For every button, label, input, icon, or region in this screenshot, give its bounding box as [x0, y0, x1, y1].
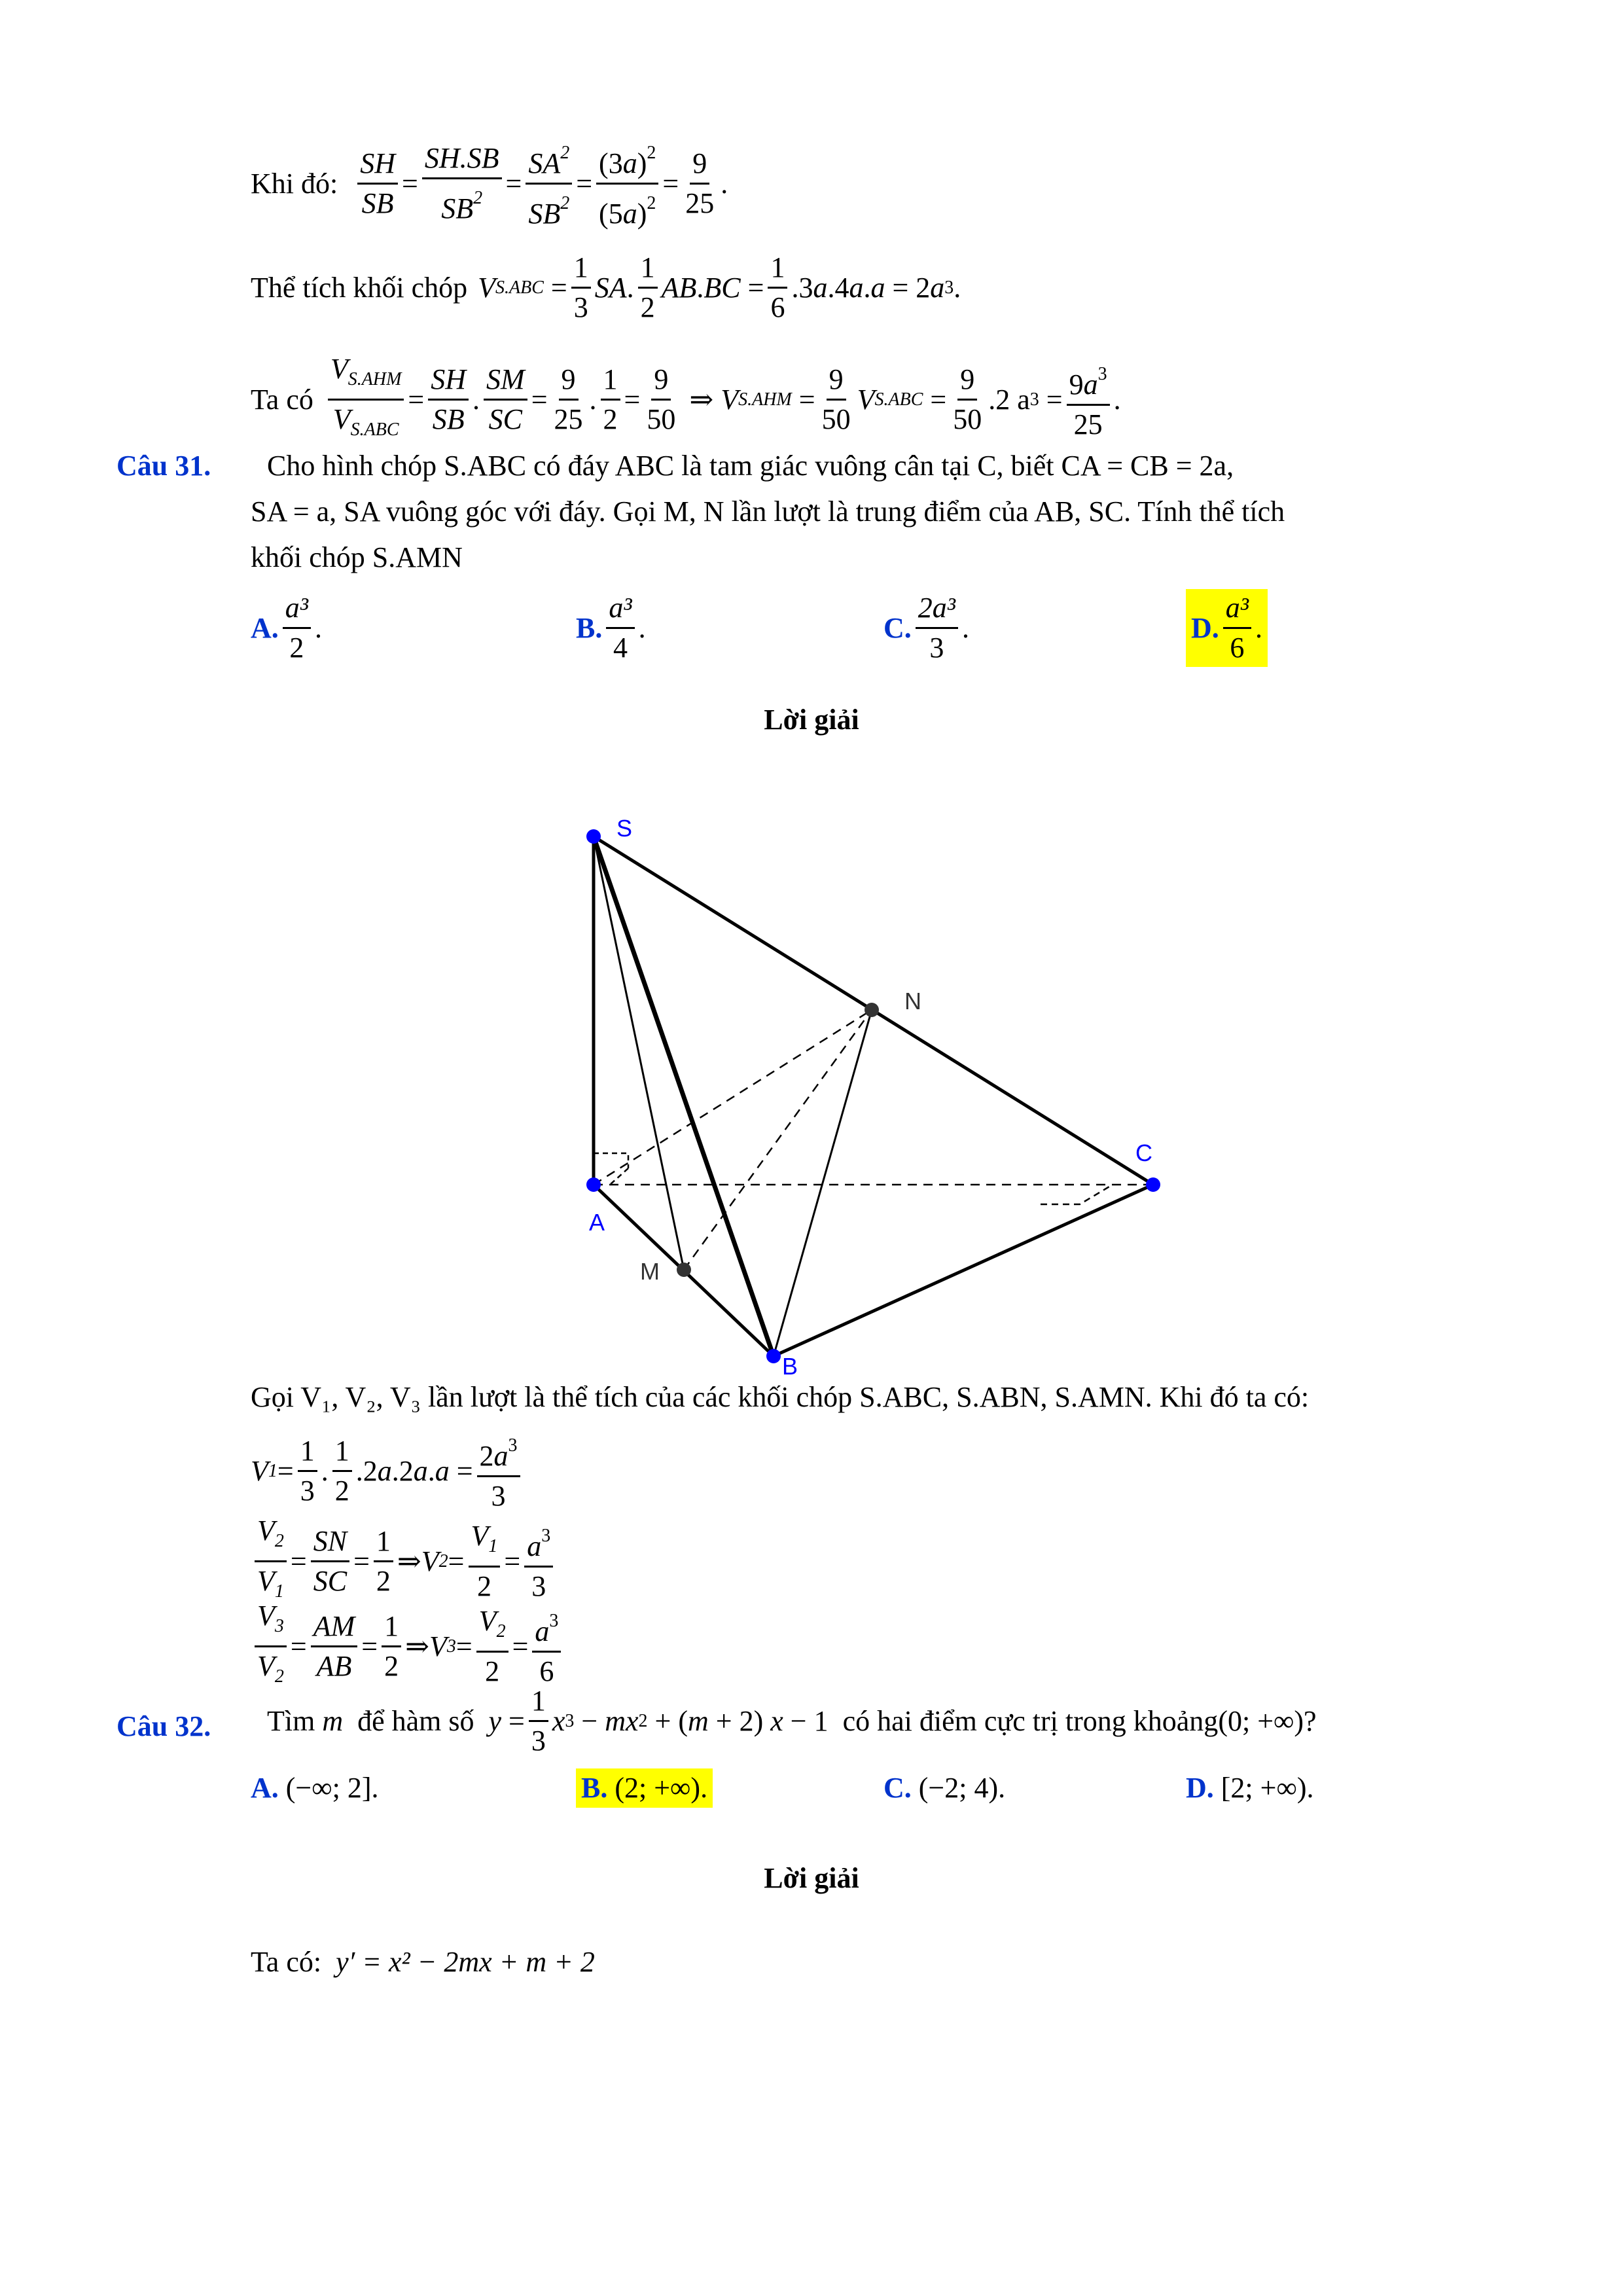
- label-n: N: [904, 988, 921, 1014]
- q31-text1: Cho hình chóp S.ABC có đáy ABC là tam giác vuông cân tại C, biết CA = CB = 2a,: [267, 450, 1234, 482]
- v1-formula: V 1 = $\frac{1}{3}$ . $\frac{1}{2}$ .2 a .2 a . a = $\frac{2a^3}{3}$: [251, 1427, 524, 1515]
- line2-prefix: Thể tích khối chóp: [251, 271, 468, 304]
- volume-line: Thể tích khối chóp V S.ABC = $\frac{1}{3}$ SA . $\frac{1}{2}$ AB . BC = $\frac{1}{6}$ .3 a .4 a . a = 2 a 3 .: [251, 249, 961, 327]
- point-a: [586, 1177, 601, 1192]
- line3-prefix: Ta có: [251, 383, 313, 416]
- right-angle-c: [1041, 1185, 1113, 1204]
- q32-option-c[interactable]: C. (−2; 4).: [883, 1772, 1006, 1804]
- label-a: A: [589, 1209, 605, 1236]
- q31-option-c[interactable]: C. $\frac{\text{2a³}}{3}$ .: [883, 589, 969, 667]
- point-m: [677, 1263, 691, 1277]
- pyramid-figure: [556, 805, 1211, 1381]
- q31-label: Câu 31.: [116, 450, 211, 482]
- q31-solution-title: Lời giải: [764, 704, 859, 736]
- q31-text3: khối chóp S.AMN: [251, 541, 463, 573]
- q31-option-b[interactable]: B. $\frac{\text{a³}}{4}$ .: [576, 589, 646, 667]
- edge-mn: [684, 1010, 872, 1270]
- label-m: M: [640, 1258, 660, 1285]
- q32-option-d[interactable]: D. [2; +∞).: [1186, 1772, 1314, 1804]
- point-n: [865, 1003, 879, 1017]
- ratio-volume-line: Ta có $\frac{V_{S.AHM}}{V_{S.ABC}}$ = $\frac{SH}{SB}$ . $\frac{SM}{SC}$ = $\frac{9}{25}$ . $\frac{1}{2}$ = $\frac{9}{50}$ ⇒ V S.AHM = $\frac{9}{50}$ V S.ABC = $\frac{9}{50}$ .2 a 3 = $\frac{9a^3}{25}$ .: [251, 350, 1121, 449]
- q32-option-a[interactable]: A. (−∞; 2].: [251, 1772, 379, 1804]
- point-b: [766, 1349, 781, 1363]
- q32-option-b[interactable]: B. (2; +∞).: [576, 1768, 713, 1808]
- edge-bn: [774, 1010, 872, 1356]
- v2-formula: $\frac{V_2}{V_1}$ = $\frac{SN}{SC}$ = $\frac{1}{2}$ ⇒ V 2 = $\frac{V_1}{2}$ = $\frac{a^3}{3}$: [251, 1512, 557, 1611]
- point-c: [1146, 1177, 1160, 1192]
- label-c: C: [1135, 1139, 1152, 1166]
- q32-text: Tìm m để hàm số y = $\frac{1}{3}$ x 3 − mx 2 + ( m + 2) x − 1 có hai điểm cực trị trong khoảng (0; +∞)?: [267, 1682, 1317, 1760]
- v3-formula: $\frac{V_3}{V_2}$ = $\frac{AM}{AB}$ = $\frac{1}{2}$ ⇒ V 3 = $\frac{V_2}{2}$ = $\frac{a^3}{6}$: [251, 1597, 565, 1696]
- label-s: S: [616, 815, 633, 842]
- derivative-line: Ta có: y′ = x² − 2mx + m + 2: [251, 1946, 595, 1978]
- point-s: [586, 829, 601, 844]
- q31-text2: SA = a, SA vuông góc với đáy. Gọi M, N lần lượt là trung điểm của AB, SC. Tính thể tích: [251, 495, 1285, 528]
- q31-option-d[interactable]: D. $\frac{\text{a³}}{6}$ .: [1186, 589, 1268, 667]
- q31-option-a[interactable]: A. $\frac{\text{a³}}{2}$ .: [251, 589, 322, 667]
- q32-solution-title: Lời giải: [764, 1862, 859, 1894]
- q31-let-line: Gọi V₁, V₂, V₃ lần lượt là thể tích của các khối chóp S.ABC, S.ABN, S.AMN. Khi đó ta có:: [251, 1381, 1310, 1413]
- q32-label: Câu 32.: [116, 1710, 211, 1742]
- edge-sb: [594, 836, 774, 1356]
- ratio-line: Khi đó: $\frac{SH}{SB}$ = $\frac{SH.SB}{SB^2}$ = $\frac{SA^2}{SB^2}$ = $\frac{(3a)^2}{(5a)^2}$ = $\frac{9}{25}$ .: [251, 134, 728, 233]
- label-b: B: [782, 1353, 798, 1380]
- line1-prefix: Khi đó:: [251, 167, 338, 200]
- edge-bc: [774, 1185, 1153, 1356]
